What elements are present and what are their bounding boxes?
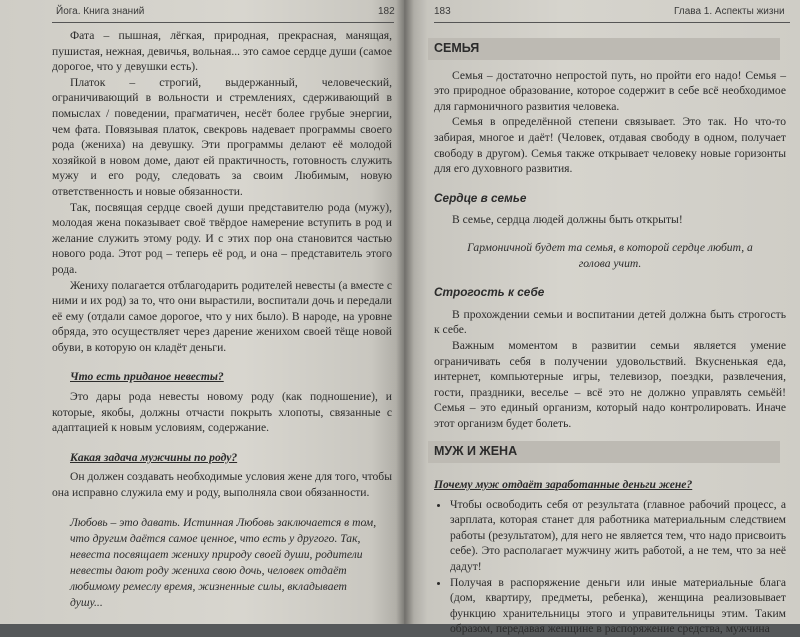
paragraph: Важным моментом в развитии семьи является умение ограничивать себя в получении удовольствий. Вкусненькая еда, интернет, компьютерные игры, телевизор, поездки, развлечения, гости, праздники, веселье – всё это не должно управлять семьёй! Семья – это единый организм, который надо контролировать. Иначе этот организм будет болеть. bbox=[434, 338, 786, 430]
paragraph: Фата – пышная, лёгкая, природная, прекрасная, манящая, пушистая, нежная, девичья, вольная... это самое сердце души (самое дорогое, что у девушки есть). bbox=[52, 29, 392, 74]
paragraph: Так, посвящая сердце своей души представителю рода (мужу), молодая жена показывает своё твёрдое намерение вступить в род и желание служить этому роду. И с этих пор она становится частью нового рода. Этот род – теперь её род, и она – представитель этого рода. bbox=[52, 200, 392, 276]
right-page-text bbox=[434, 28, 786, 637]
paragraph: В прохождении семьи и воспитании детей должна быть строгость к себе. bbox=[434, 307, 786, 337]
section-heading: МУЖ И ЖЕНА bbox=[428, 441, 780, 463]
running-head: Йога. Книга знаний bbox=[56, 6, 145, 17]
answer-paragraph: Он должен создавать необходимые условия жене для того, чтобы она исправно служила ему и роду, выполняла свои обязанности. bbox=[52, 470, 392, 500]
section-heading: СЕМЬЯ bbox=[428, 38, 780, 60]
left-page bbox=[0, 0, 404, 624]
list-item: • Получая в распоряжение деньги или иные материальные блага (дом, квартиру, предметы, ребенка), женщина реализовывает функцию хранительницы этого и управительницы этим. Таким образом, передавая женщине в распоряжение средства, мужчина bbox=[450, 575, 786, 637]
list-item: • Чтобы освободить себя от результата (главное рабочий процесс, а зарплата, которая станет для работника материальным следствием работы (результатом), для него не является тем, что надо присвоить себе). Это располагает мужчину жить работой, а не тем, что за неё дадут! bbox=[450, 497, 786, 575]
page-number: 182 bbox=[378, 6, 395, 17]
paragraph: Семья – достаточно непростой путь, но пройти его надо! Семья – это природное образование, которое содержит в себе всё необходимое для гармоничного развития человека. bbox=[434, 68, 786, 113]
answer-paragraph: Это дары рода невесты новому роду (как подношение), и которые, якобы, должны отчасти покрыть хлопоты, связанные с адаптацией к новым условиям, содержание. bbox=[52, 390, 392, 435]
epigraph: Гармоничной будет та семья, в которой сердце любит, а голова учит. bbox=[467, 240, 753, 270]
subsection-heading: Строгость к себе bbox=[434, 285, 545, 300]
left-page-text bbox=[52, 28, 392, 611]
question-heading: Почему муж отдаёт заработанные деньги жене? bbox=[434, 478, 693, 492]
header-rule bbox=[434, 22, 790, 23]
page-number: 183 bbox=[434, 6, 451, 17]
right-page bbox=[404, 0, 800, 636]
paragraph: Семья в определённой степени связывает. Это так. Но что-то забирая, многое и даёт! (Человек, отдавая свободу в одном, получает свободу в другом). Семья также открывает человеку новые горизонты для его духовного развития. bbox=[434, 115, 786, 176]
italic-quote: Любовь – это давать. Истинная Любовь заключается в том, что другим даётся самое ценное, что есть у другого. Так, невеста посвящает жениху природу своей души, родители невесты дают роду жениха свою дочь, человек отдаёт любимому ремеслу время, жизненные силы, вкладывает душу... bbox=[70, 515, 377, 609]
running-head: Глава 1. Аспекты жизни bbox=[674, 6, 785, 17]
question-heading: Что есть приданое невесты? bbox=[70, 370, 224, 384]
subsection-heading: Сердце в семье bbox=[434, 190, 527, 205]
paragraph: В семье, сердца людей должны быть открыты! bbox=[452, 213, 683, 227]
book-gutter-shadow bbox=[396, 0, 414, 624]
question-heading: Какая задача мужчины по роду? bbox=[70, 450, 238, 464]
paragraph: Платок – строгий, выдержанный, человеческий, ограничивающий в вольности и стремлениях, сдерживающий в помыслах / поведении, прагматичен, несёт более грубые энергии, чем фата. Повязывая платок, свекровь надевает программы своего рода (жениха) на девушку. Эти программы делают её молодой хозяйкой в новом доме, дают ей практичность, готовность служить мужу и его роду, следовать за своим Любимым, новую ответственность и новые обязанности. bbox=[52, 75, 392, 198]
paragraph: Жениху полагается отблагодарить родителей невесты (а вместе с ними и их род) за то, что они вырастили, воспитали дочь и передали её ему (отдали самое дорогое, что у них было). В народе, на уровне обряда, это осуществляет через дарение женихом своей тёще новой обуви, в которую он кладёт деньги. bbox=[52, 278, 392, 354]
header-rule bbox=[52, 22, 394, 23]
bullet-list bbox=[434, 497, 786, 637]
